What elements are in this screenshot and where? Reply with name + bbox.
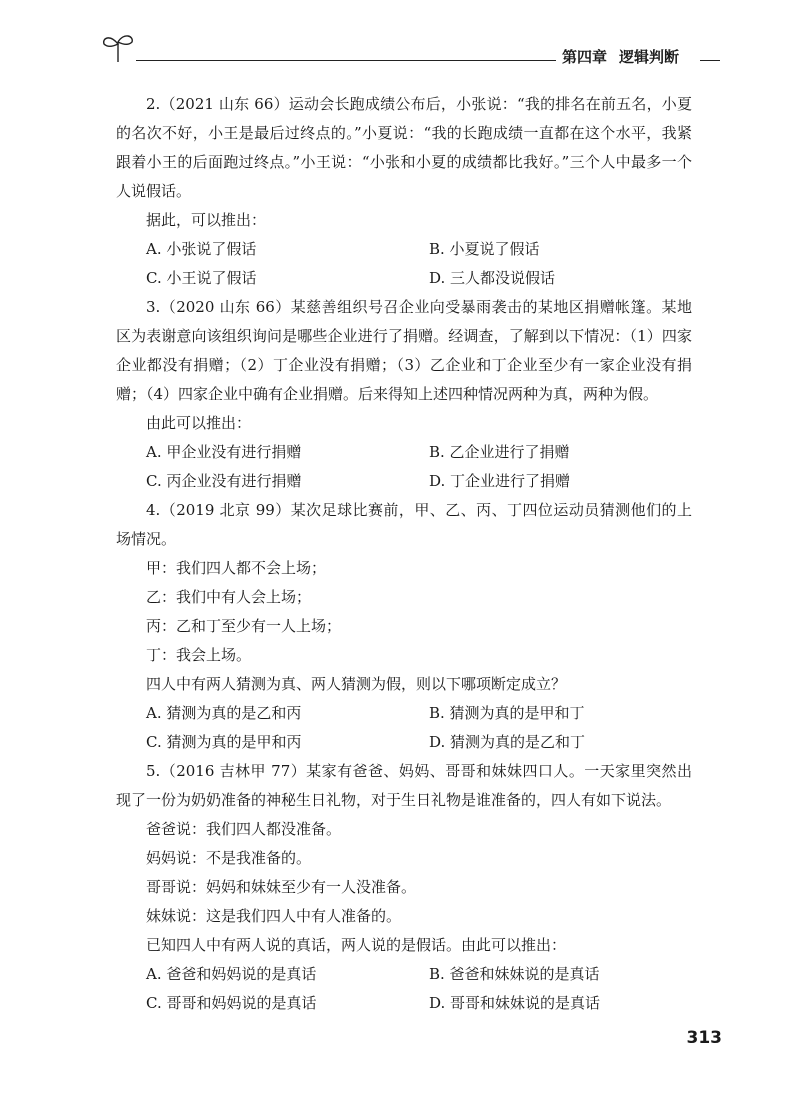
answer-options bbox=[116, 960, 692, 1018]
statement: 丁：我会上场。 bbox=[146, 646, 252, 664]
sprout-icon bbox=[100, 30, 136, 64]
option-a: A. 猜测为真的是乙和丙 bbox=[146, 704, 302, 722]
option-d: D. 猜测为真的是乙和丁 bbox=[429, 733, 586, 751]
question-stem: 5.（2016 吉林甲 77）某家有爸爸、妈妈、哥哥和妹妹四口人。一天家里突然出现了一份为奶奶准备的神秘生日礼物，对于生日礼物是谁准备的，四人有如下说法。 bbox=[116, 762, 692, 809]
question-3 bbox=[116, 293, 692, 496]
statement: 丙：乙和丁至少有一人上场； bbox=[146, 617, 342, 635]
answer-options bbox=[116, 235, 692, 293]
option-a: A. 爸爸和妈妈说的是真话 bbox=[146, 965, 317, 983]
chapter-heading bbox=[562, 46, 700, 67]
question-prompt: 据此，可以推出： bbox=[146, 211, 267, 229]
question-prompt: 已知四人中有两人说的真话，两人说的是假话。由此可以推出： bbox=[146, 936, 567, 954]
option-c: C. 哥哥和妈妈说的是真话 bbox=[146, 994, 317, 1012]
option-d: D. 丁企业进行了捐赠 bbox=[429, 472, 571, 490]
option-a: A. 小张说了假话 bbox=[146, 240, 257, 258]
statement: 妈妈说：不是我准备的。 bbox=[146, 849, 312, 867]
statement: 甲：我们四人都不会上场； bbox=[146, 559, 327, 577]
option-d: D. 三人都没说假话 bbox=[429, 269, 556, 287]
statement: 乙：我们中有人会上场； bbox=[146, 588, 312, 606]
statement: 哥哥说：妈妈和妹妹至少有一人没准备。 bbox=[146, 878, 417, 896]
question-prompt: 由此可以推出： bbox=[146, 414, 252, 432]
question-4 bbox=[116, 496, 692, 757]
answer-options bbox=[116, 438, 692, 496]
answer-options bbox=[116, 699, 692, 757]
question-stem: 2.（2021 山东 66）运动会长跑成绩公布后，小张说：“我的排名在前五名，小夏的名次不好，小王是最后过终点的。”小夏说：“我的长跑成绩一直都在这个水平，我紧跟着小王的后面跑过终点。”小王说：“小张和小夏的成绩都比我好。”三个人中最多一个人说假话。 bbox=[116, 95, 692, 200]
option-b: B. 爸爸和妹妹说的是真话 bbox=[429, 965, 600, 983]
option-b: B. 小夏说了假话 bbox=[429, 240, 540, 258]
chapter-number: 第四章 bbox=[562, 48, 608, 66]
option-c: C. 丙企业没有进行捐赠 bbox=[146, 472, 302, 490]
option-b: B. 猜测为真的是甲和丁 bbox=[429, 704, 585, 722]
header-rule-right bbox=[700, 60, 720, 61]
running-header bbox=[100, 30, 720, 70]
page-body bbox=[116, 90, 692, 1018]
option-a: A. 甲企业没有进行捐赠 bbox=[146, 443, 302, 461]
question-2 bbox=[116, 90, 692, 293]
chapter-title: 逻辑判断 bbox=[619, 48, 680, 66]
page-number: 313 bbox=[686, 1028, 722, 1048]
statement: 妹妹说：这是我们四人中有人准备的。 bbox=[146, 907, 402, 925]
option-d: D. 哥哥和妹妹说的是真话 bbox=[429, 994, 601, 1012]
question-stem: 4.（2019 北京 99）某次足球比赛前，甲、乙、丙、丁四位运动员猜测他们的上场情况。 bbox=[116, 501, 692, 548]
option-c: C. 小王说了假话 bbox=[146, 269, 257, 287]
option-c: C. 猜测为真的是甲和丙 bbox=[146, 733, 302, 751]
question-5 bbox=[116, 757, 692, 1018]
statement: 爸爸说：我们四人都没准备。 bbox=[146, 820, 342, 838]
option-b: B. 乙企业进行了捐赠 bbox=[429, 443, 570, 461]
header-rule-left bbox=[136, 60, 556, 61]
question-stem: 3.（2020 山东 66）某慈善组织号召企业向受暴雨袭击的某地区捐赠帐篷。某地区为表谢意向该组织询问是哪些企业进行了捐赠。经调查，了解到以下情况：（1）四家企业都没有捐赠；（2）丁企业没有捐赠；（3）乙企业和丁企业至少有一家企业没有捐赠；（4）四家企业中确有企业捐赠。后来得知上述四种情况两种为真，两种为假。 bbox=[116, 298, 692, 403]
question-prompt: 四人中有两人猜测为真、两人猜测为假，则以下哪项断定成立？ bbox=[146, 675, 567, 693]
